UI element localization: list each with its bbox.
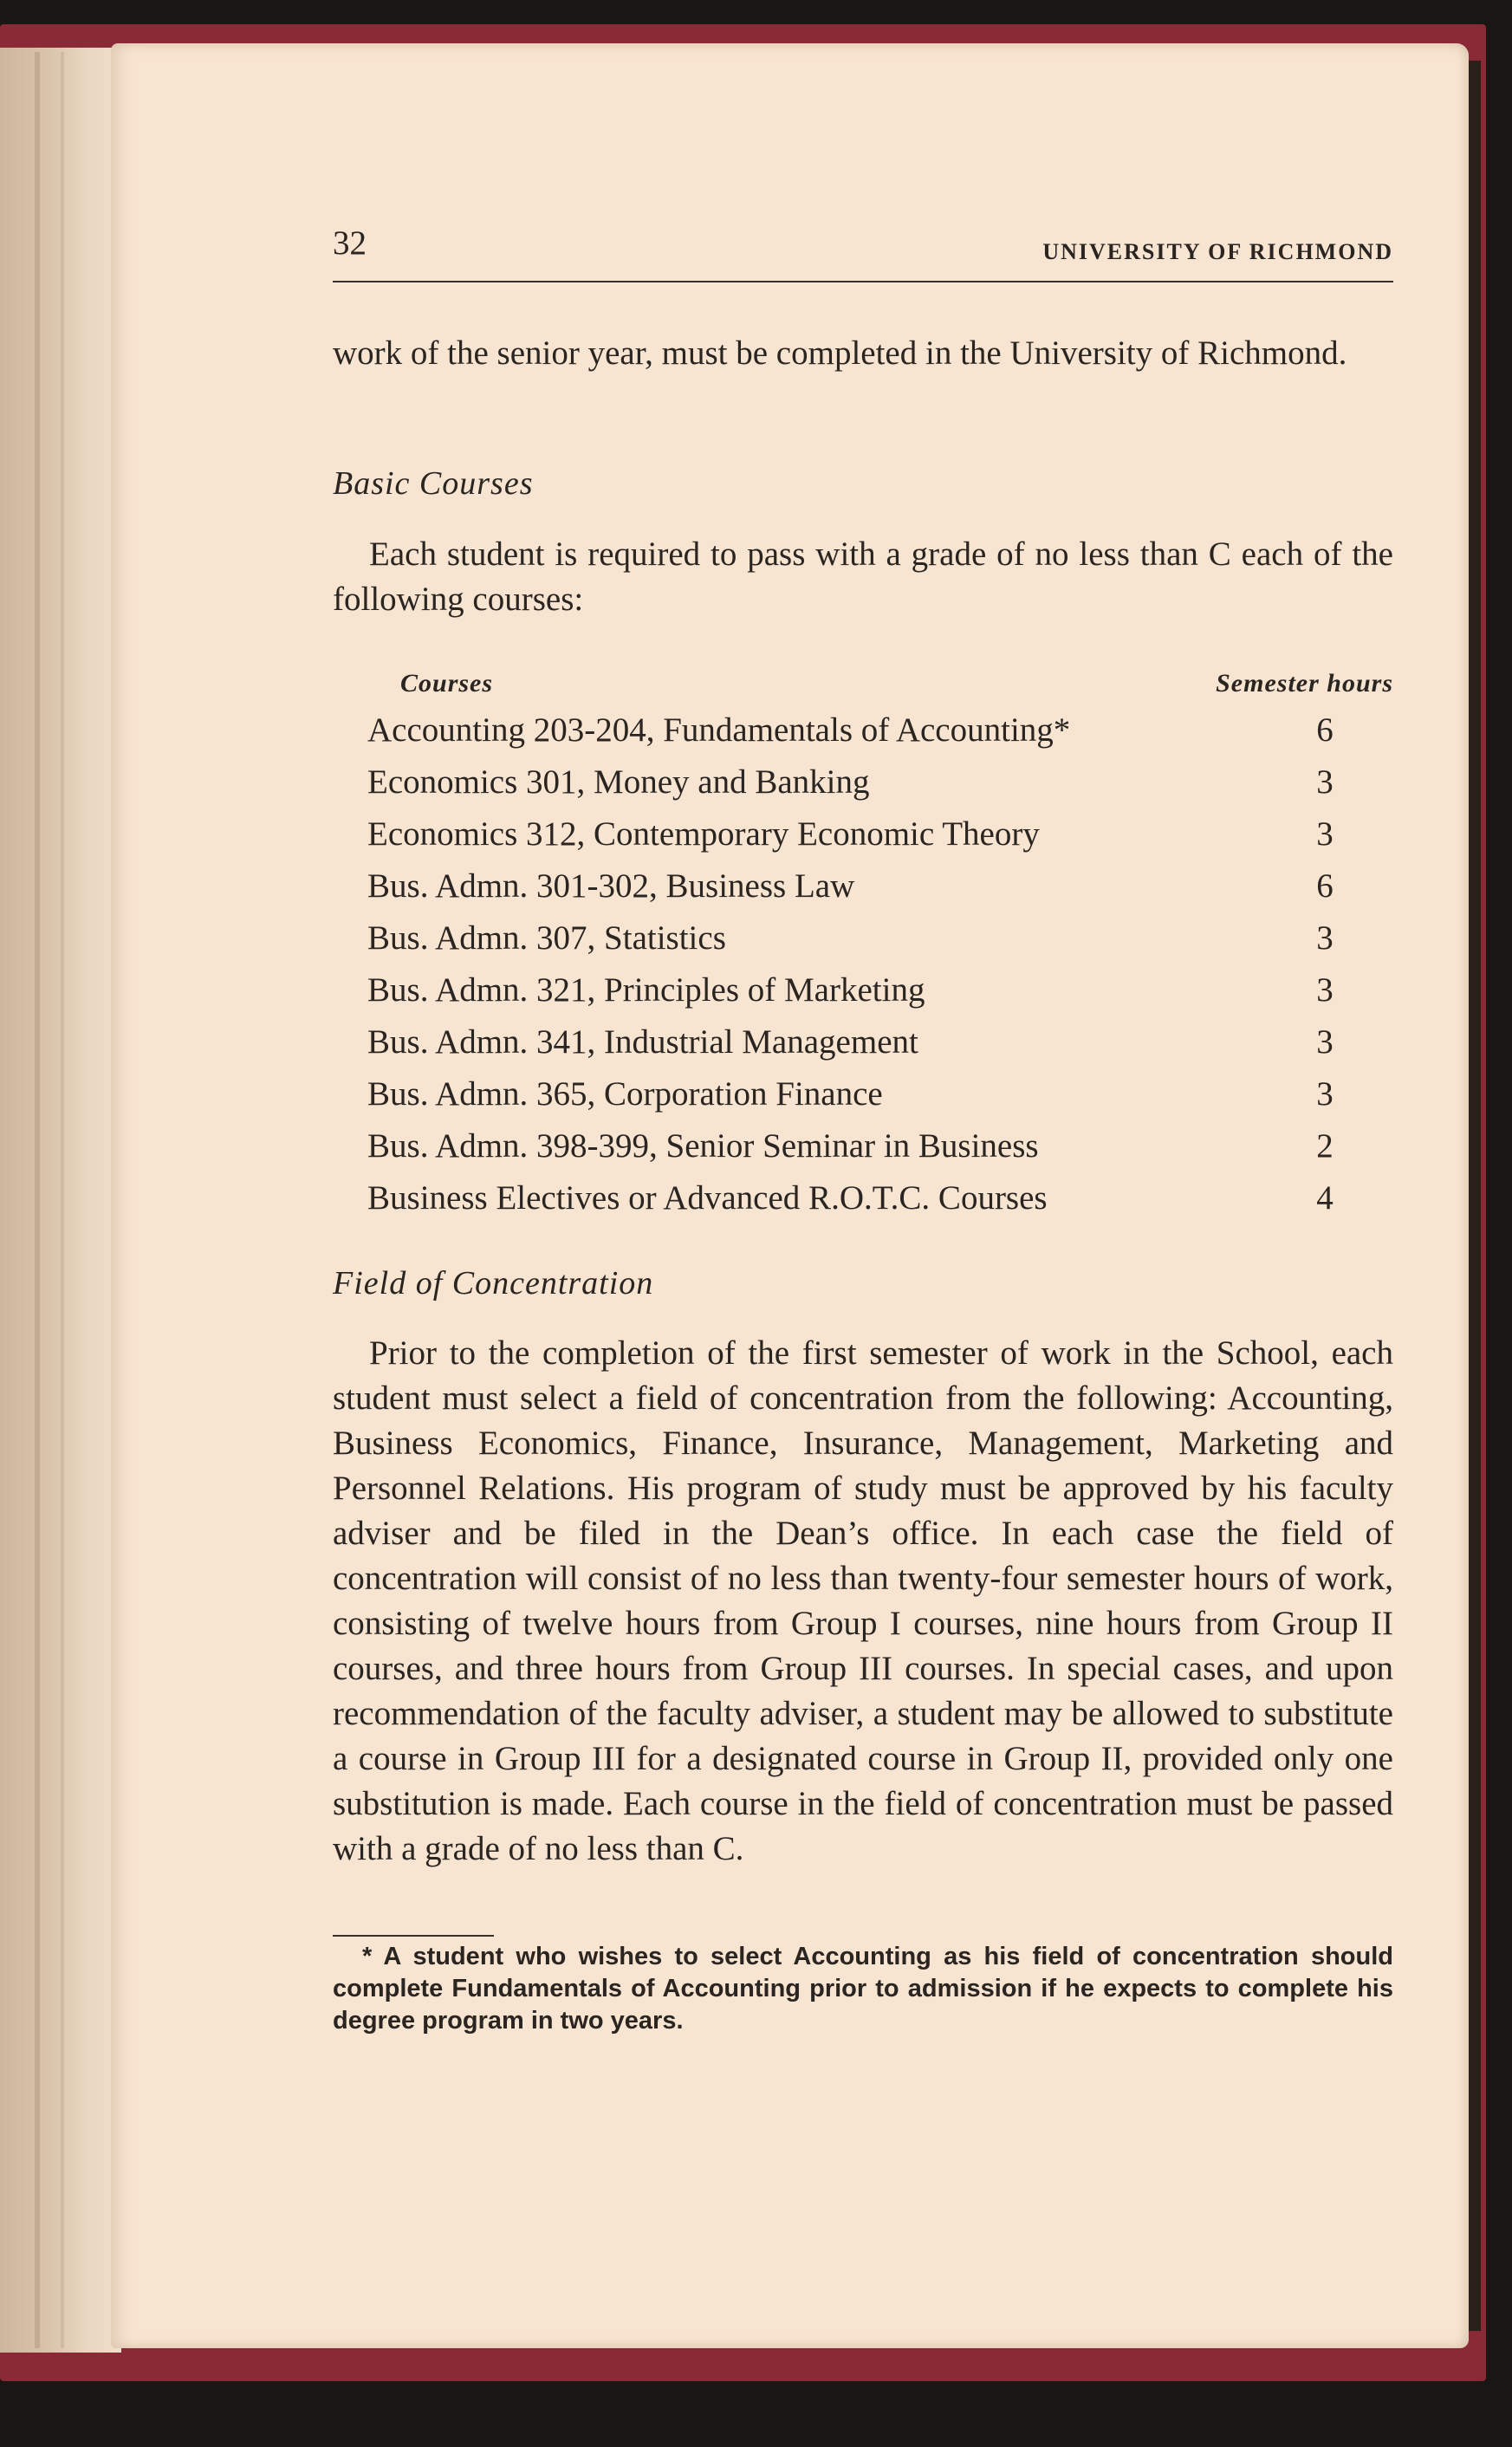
footnote: * A student who wishes to select Accounting as his field of concentration should complete Fundamentals of Accounting prior to admission if he expects to complete his degree program in two years. (333, 1943, 1393, 2035)
table-row (367, 1017, 1393, 1069)
course-hours: 2 (1316, 1127, 1334, 1165)
table-row (367, 757, 1393, 809)
table-row (367, 965, 1393, 1017)
concentration-paragraph: Prior to the completion of the first semester of work in the School, each student must select a field of concentration from the following: Accounting, Business Economics, Finance, Insurance, Management, Marketing and Personnel Relations. His program of study must be approved by his faculty adviser and be filed in the Dean’s office. In each case the field of concentration will consist of no less than twenty-four semester hours of work, consisting of twelve hours from Group I courses, nine hours from Group II courses, and three hours from Group III courses. In special cases, and upon recommendation of the faculty adviser, a student may be allowed to substitute a course in Group III for a designated course in Group II, provided only one substitution is made. Each course in the field of concentration must be passed with a grade of no less than C. (333, 1334, 1393, 1867)
course-name: Bus. Admn. 398-399, Senior Seminar in Business (367, 1127, 1039, 1165)
concentration-heading: Field of Concentration (333, 1265, 654, 1301)
course-hours: 3 (1316, 1075, 1334, 1113)
book-edge-shadow (1469, 61, 1481, 2331)
course-name: Business Electives or Advanced R.O.T.C. Courses (367, 1179, 1048, 1217)
table-row (367, 1069, 1393, 1121)
column-header-courses: Courses (400, 669, 494, 698)
intro-paragraph: work of the senior year, must be completed in the University of Richmond. (333, 334, 1347, 372)
course-hours: 3 (1316, 971, 1334, 1009)
column-header-hours: Semester hours (1216, 669, 1393, 698)
course-name: Bus. Admn. 341, Industrial Management (367, 1023, 918, 1061)
course-hours: 6 (1316, 867, 1334, 905)
course-hours: 4 (1316, 1179, 1334, 1217)
footnote-rule (333, 1935, 494, 1937)
running-head (333, 224, 1393, 282)
table-row (367, 1173, 1393, 1225)
basic-courses-heading: Basic Courses (333, 465, 534, 502)
course-name: Bus. Admn. 301-302, Business Law (367, 867, 855, 905)
course-name: Economics 312, Contemporary Economic Theory (367, 815, 1040, 853)
course-name: Accounting 203-204, Fundamentals of Accounting* (367, 711, 1071, 749)
page-edge (35, 52, 40, 2348)
running-title: UNIVERSITY OF RICHMOND (1042, 239, 1393, 264)
course-name: Bus. Admn. 365, Corporation Finance (367, 1075, 883, 1113)
course-name: Bus. Admn. 321, Principles of Marketing (367, 971, 925, 1009)
courses-table (367, 705, 1393, 1225)
courses-table-header (400, 669, 1393, 704)
course-hours: 6 (1316, 711, 1334, 749)
course-hours: 3 (1316, 1023, 1334, 1061)
basic-courses-intro: Each student is required to pass with a grade of no less than C each of the following courses: (333, 535, 1393, 618)
course-name: Economics 301, Money and Banking (367, 763, 870, 801)
course-hours: 3 (1316, 919, 1334, 957)
table-row (367, 913, 1393, 965)
page-number: 32 (333, 224, 367, 262)
table-row (367, 809, 1393, 861)
course-hours: 3 (1316, 763, 1334, 801)
table-row (367, 861, 1393, 913)
course-hours: 3 (1316, 815, 1334, 853)
page-edge (61, 52, 64, 2348)
table-row (367, 705, 1393, 757)
table-row (367, 1121, 1393, 1173)
course-name: Bus. Admn. 307, Statistics (367, 919, 726, 957)
